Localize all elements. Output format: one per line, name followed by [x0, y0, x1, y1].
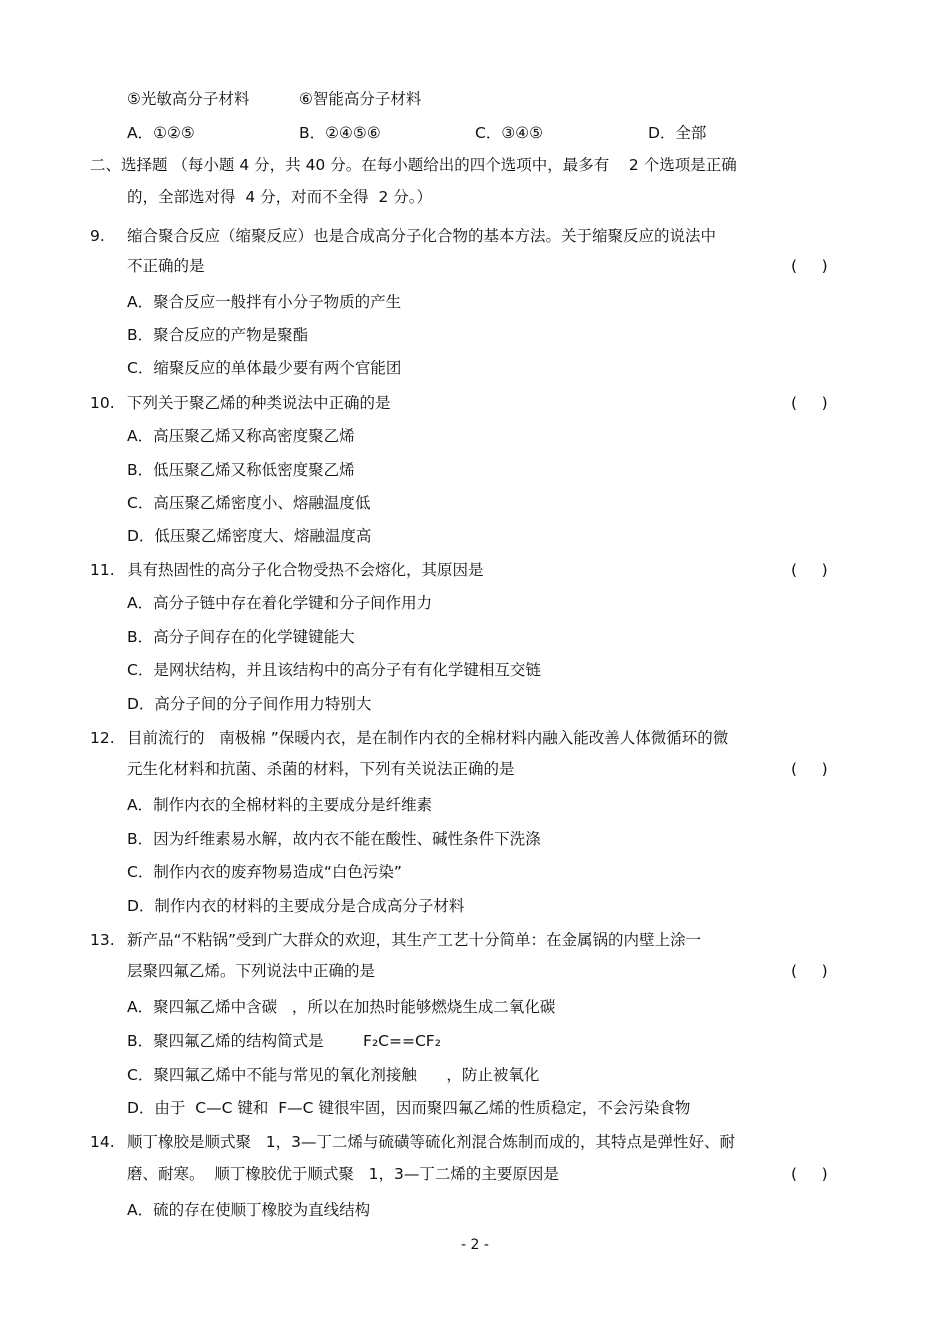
option: B．聚四氟乙烯的结构简式是 F₂C==CF₂ [127, 1032, 441, 1050]
q8-option-a: A．①②⑤ [127, 124, 195, 142]
item-6: ⑥智能高分子材料 [299, 90, 422, 108]
q8-option-c: C．③④⑤ [475, 124, 544, 142]
question-number: 14. [90, 1133, 115, 1151]
option: A．高压聚乙烯又称高密度聚乙烯 [127, 427, 355, 445]
question-stem: 层聚四氟乙烯。下列说法中正确的是 [127, 962, 376, 980]
q8-option-d: D．全部 [648, 124, 707, 142]
option: B．聚合反应的产物是聚酯 [127, 326, 309, 344]
option: A．聚合反应一般拌有小分子物质的产生 [127, 293, 402, 311]
option: C．制作内衣的废弃物易造成“白色污染” [127, 863, 402, 881]
question-stem: 具有热固性的高分子化合物受热不会熔化，其原因是 [127, 561, 484, 579]
option: A．硫的存在使顺丁橡胶为直线结构 [127, 1201, 371, 1219]
question-number: 13. [90, 931, 115, 949]
question-stem: 磨、耐寒。 顺丁橡胶优于顺式聚 1，3—丁二烯的主要原因是 [127, 1165, 559, 1183]
option: B．高分子间存在的化学键键能大 [127, 628, 355, 646]
item-5: ⑤光敏高分子材料 [127, 90, 250, 108]
option: A．聚四氟乙烯中含碳 ，所以在加热时能够燃烧生成二氧化碳 [127, 998, 556, 1016]
option: D．制作内衣的材料的主要成分是合成高分子材料 [127, 897, 465, 915]
option: B．因为纤维素易水解，故内衣不能在酸性、碱性条件下洗涤 [127, 830, 541, 848]
question-number: 10. [90, 394, 115, 412]
question-stem: 元生化材料和抗菌、杀菌的材料，下列有关说法正确的是 [127, 760, 515, 778]
answer-blank: ( ) [791, 962, 828, 980]
question-stem: 下列关于聚乙烯的种类说法中正确的是 [127, 394, 391, 412]
option: A．制作内衣的全棉材料的主要成分是纤维素 [127, 796, 433, 814]
section-heading-cont: 的，全部选对得 4 分，对而不全得 2 分。） [127, 188, 433, 206]
option: C．高压聚乙烯密度小、熔融温度低 [127, 494, 371, 512]
question-number: 12. [90, 729, 115, 747]
question-stem: 顺丁橡胶是顺式聚 1，3—丁二烯与硫磺等硫化剂混合炼制而成的，其特点是弹性好、耐 [127, 1133, 736, 1151]
question-stem: 目前流行的 南极棉 ”保暖内衣，是在制作内衣的全棉材料内融入能改善人体微循环的微 [127, 729, 729, 747]
section-heading: 二、选择题 （每小题 4 分，共 40 分。在每小题给出的四个选项中，最多有 2 个选项是正确 [90, 156, 737, 174]
option: D．高分子间的分子间作用力特别大 [127, 695, 372, 713]
question-stem: 不正确的是 [127, 257, 205, 275]
answer-blank: ( ) [791, 1165, 828, 1183]
question-number: 9. [90, 227, 105, 245]
option: C．是网状结构，并且该结构中的高分子有有化学键相互交链 [127, 661, 541, 679]
option: C．缩聚反应的单体最少要有两个官能团 [127, 359, 402, 377]
answer-blank: ( ) [791, 394, 828, 412]
option: D．由于 C—C 键和 F—C 键很牢固，因而聚四氟乙烯的性质稳定，不会污染食物 [127, 1099, 691, 1117]
answer-blank: ( ) [791, 561, 828, 579]
question-number: 11. [90, 561, 115, 579]
page-number: - 2 - [461, 1237, 489, 1253]
question-stem: 新产品“不粘锅”受到广大群众的欢迎，其生产工艺十分简单：在金属锅的内壁上涂一 [127, 931, 702, 949]
answer-blank: ( ) [791, 760, 828, 778]
q8-option-b: B．②④⑤⑥ [299, 124, 381, 142]
option: A．高分子链中存在着化学键和分子间作用力 [127, 594, 433, 612]
option: C．聚四氟乙烯中不能与常见的氧化剂接触 ，防止被氧化 [127, 1066, 540, 1084]
option: B．低压聚乙烯又称低密度聚乙烯 [127, 461, 355, 479]
option: D．低压聚乙烯密度大、熔融温度高 [127, 527, 372, 545]
answer-blank: ( ) [791, 257, 828, 275]
question-stem: 缩合聚合反应（缩聚反应）也是合成高分子化合物的基本方法。关于缩聚反应的说法中 [127, 227, 717, 245]
